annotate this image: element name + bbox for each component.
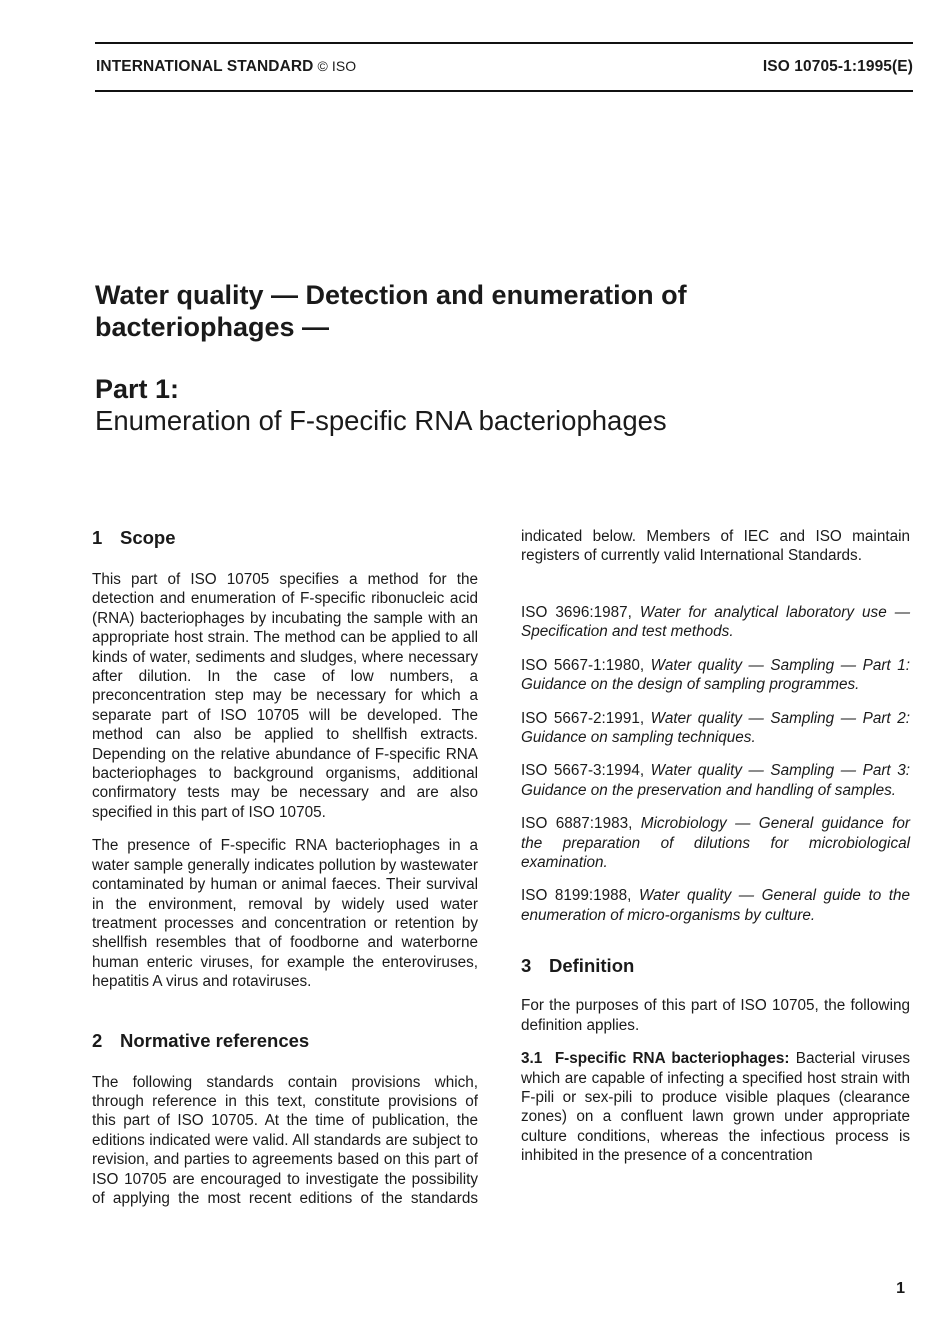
header-copyright: © ISO bbox=[317, 58, 357, 74]
reference-code: ISO 5667-1:1980, bbox=[521, 656, 645, 674]
left-column bbox=[92, 527, 478, 1209]
reference-title: Water quality — Sampling — Part 3: Guidance on the preservation and handling of samples. bbox=[521, 762, 911, 799]
reference-code: ISO 3696:1987, bbox=[521, 604, 632, 621]
reference-entry bbox=[521, 814, 910, 872]
header-document-code: ISO 10705-1:1995(E) bbox=[762, 58, 913, 75]
normative-paragraph: The following standards contain provisions which, through reference in this text, constitute provisions of this part of ISO 10705. At the time of publication, the editions indicated were valid. All standards are subject to revision, and parties to agreements based on this part of ISO 10705 are encouraged to investigate the possibility of applying the most recent editions of the standards bbox=[92, 1073, 478, 1207]
section-title: Scope bbox=[120, 527, 176, 548]
part-subtitle: Enumeration of F-specific RNA bacteriophages bbox=[95, 405, 667, 436]
normative-paragraph-continued-wrap bbox=[521, 527, 910, 585]
section-normative-heading bbox=[92, 1030, 478, 1052]
reference-title: Water quality — General guide to the enumeration of micro-organisms by culture. bbox=[521, 887, 911, 924]
reference-entry bbox=[521, 603, 910, 642]
reference-code: ISO 8199:1988, bbox=[521, 887, 632, 905]
section-number: 2 bbox=[92, 1029, 103, 1051]
reference-title: Water quality — Sampling — Part 1: Guidance on the design of sampling programmes. bbox=[521, 656, 911, 694]
right-column bbox=[521, 527, 910, 1180]
reference-title: Water quality — Sampling — Part 2: Guidance on sampling techniques. bbox=[521, 709, 911, 747]
reference-code: ISO 5667-3:1994, bbox=[521, 762, 645, 780]
reference-entry bbox=[521, 886, 910, 925]
section-definition-heading bbox=[521, 955, 910, 977]
header-top-rule bbox=[95, 42, 913, 44]
definition-intro: For the purposes of this part of ISO 10705, the following definition applies. bbox=[521, 997, 910, 1034]
header-bottom-rule bbox=[95, 90, 913, 92]
scope-paragraph-1: This part of ISO 10705 specifies a method for the detection and enumeration of F-specific ribonucleic acid (RNA) bacteriophages by incubating the sample with an appropriate host strain. The method can be applied to all kinds of water, sediments and sludges, where necessary after dilution. In the case of low numbers, a preconcentration step may be necessary for which a separate part of ISO 10705 will be developed. The method can also be applied to shellfish extracts. Depending on the relative abundance of F-specific RNA bacteriophages to background organisms, additional confirmatory tests may be necessary and are also specified in this part of ISO 10705. bbox=[92, 571, 478, 821]
page-number: 1 bbox=[896, 1280, 905, 1297]
document-title: Water quality — Detection and enumeration of bacteriophages — bbox=[95, 280, 687, 342]
reference-code: ISO 6887:1983, bbox=[521, 815, 633, 833]
section-title: Definition bbox=[549, 955, 635, 977]
reference-entry bbox=[521, 656, 910, 695]
scope-paragraph-2: The presence of F-specific RNA bacteriophages in a water sample generally indicates pollution by wastewater contaminated by human or animal faeces. Their survival in the environment, removal by widely used water treatment processes and concentration or retention by shellfish resembles that of foodborne and waterborne human enteric viruses, for example the enteroviruses, hepatitis A virus and rotaviruses. bbox=[92, 837, 478, 991]
reference-title: Water for analytical laboratory use — Specification and test methods. bbox=[521, 604, 910, 641]
header-standard-label bbox=[96, 58, 356, 76]
reference-entry bbox=[521, 709, 910, 748]
reference-entry bbox=[521, 761, 910, 800]
section-number: 1 bbox=[92, 527, 103, 548]
reference-title: Microbiology — General guidance for the preparation of dilutions for microbiological examination. bbox=[521, 815, 911, 872]
reference-code: ISO 5667-2:1991, bbox=[521, 709, 645, 727]
definition-entry bbox=[521, 1049, 910, 1165]
section-title: Normative references bbox=[120, 1029, 310, 1051]
definition-term: F-specific RNA bacteriophages: bbox=[554, 1050, 790, 1068]
definition-text: Bacterial viruses which are capable of infecting a specified host strain with F-pili or sex-pili to produce visible plaques (clearance zones) on a confluent lawn grown under appropriate culture conditions, whereas the infectious process is inhibited in the presence of a concentration bbox=[521, 1050, 911, 1165]
header-title: INTERNATIONAL STANDARD bbox=[96, 58, 314, 75]
normative-paragraph-continued: indicated below. Members of IEC and ISO maintain registers of currently valid International Standards. bbox=[521, 527, 910, 565]
section-number: 3 bbox=[521, 955, 532, 977]
definition-term-number: 3.1 bbox=[521, 1050, 543, 1068]
section-scope-heading bbox=[92, 527, 478, 549]
part-label: Part 1: bbox=[95, 374, 180, 404]
